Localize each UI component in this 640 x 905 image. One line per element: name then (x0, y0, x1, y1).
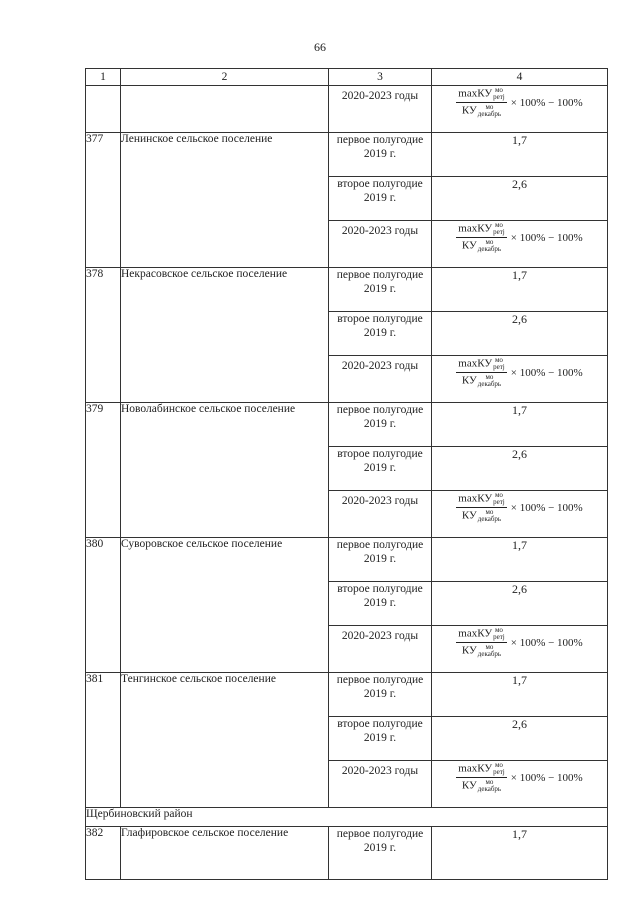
district-row (86, 808, 608, 827)
number-cell (86, 86, 121, 133)
entry-number: 381 (86, 673, 104, 685)
settlement-name: Тенгинское сельское поселение (121, 673, 276, 685)
name-cell: Глафировское сельское поселение (121, 827, 329, 880)
entry-number: 380 (86, 538, 104, 550)
table-row (86, 827, 608, 880)
formula-numerator: maxКУ мо ретj (458, 626, 505, 642)
period-cell: первое полугодие 2019 г. (329, 403, 432, 447)
formula-tail: × 100% − 100% (510, 366, 583, 379)
value-cell: 1,7 (432, 133, 608, 177)
value-cell: 2,6 (432, 717, 608, 761)
period-cell: первое полугодие 2019 г. (329, 827, 432, 880)
period-cell: 2020-2023 годы (329, 356, 432, 403)
period-cell: 2020-2023 годы (329, 221, 432, 268)
formula-cell (432, 761, 608, 808)
period-cell: второе полугодие 2019 г. (329, 447, 432, 491)
value-cell: 2,6 (432, 177, 608, 221)
formula-denominator: КУ мо декабрь (461, 373, 502, 389)
formula (456, 492, 582, 523)
continuation-row (86, 86, 608, 133)
number-cell (86, 268, 121, 403)
formula-denominator: КУ мо декабрь (461, 778, 502, 794)
formula (456, 357, 582, 388)
settlement-name: Новолабинское сельское поселение (121, 403, 296, 415)
number-cell (86, 673, 121, 808)
formula-cell (432, 626, 608, 673)
formula-fraction (456, 762, 506, 793)
table-row (86, 403, 608, 447)
settlement-name: Суворовское сельское поселение (121, 538, 283, 550)
period-cell: второе полугодие 2019 г. (329, 582, 432, 626)
formula-fraction (456, 87, 506, 118)
period-cell: второе полугодие 2019 г. (329, 312, 432, 356)
formula-numerator: maxКУ мо ретj (458, 356, 505, 372)
header-cell: 2 (121, 69, 329, 86)
period-cell: 2020-2023 годы (329, 86, 432, 133)
tariff-table (85, 68, 608, 880)
settlement-name: Некрасовское сельское поселение (121, 268, 288, 280)
name-cell (121, 268, 329, 403)
name-cell (121, 403, 329, 538)
number-cell: 382 (86, 827, 121, 880)
name-cell (121, 133, 329, 268)
number-cell (86, 538, 121, 673)
value-cell: 1,7 (432, 538, 608, 582)
value-cell: 1,7 (432, 268, 608, 312)
period-cell: первое полугодие 2019 г. (329, 268, 432, 312)
district-name: Щербиновский район (86, 808, 608, 827)
period-cell: 2020-2023 годы (329, 626, 432, 673)
formula-numerator: maxКУ мо ретj (458, 491, 505, 507)
formula-tail: × 100% − 100% (510, 636, 583, 649)
formula-fraction (456, 492, 506, 523)
header-cell: 1 (86, 69, 121, 86)
entry-number: 379 (86, 403, 104, 415)
table-row (86, 673, 608, 717)
value-cell: 1,7 (432, 673, 608, 717)
formula (456, 627, 582, 658)
table-row (86, 538, 608, 582)
period-cell: второе полугодие 2019 г. (329, 177, 432, 221)
header-cell: 3 (329, 69, 432, 86)
formula-denominator: КУ мо декабрь (461, 643, 502, 659)
formula-tail: × 100% − 100% (510, 771, 583, 784)
formula-fraction (456, 357, 506, 388)
formula (456, 762, 582, 793)
value-cell: 2,6 (432, 447, 608, 491)
name-cell (121, 538, 329, 673)
formula-tail: × 100% − 100% (510, 231, 583, 244)
formula-cell (432, 221, 608, 268)
name-cell (121, 673, 329, 808)
period-cell: второе полугодие 2019 г. (329, 717, 432, 761)
formula-denominator: КУ мо декабрь (461, 238, 502, 254)
entry-number: 378 (86, 268, 104, 280)
formula (456, 87, 582, 118)
formula (456, 222, 582, 253)
number-cell (86, 403, 121, 538)
period-cell: первое полугодие 2019 г. (329, 673, 432, 717)
name-cell (121, 86, 329, 133)
period-cell: первое полугодие 2019 г. (329, 133, 432, 177)
header-cell: 4 (432, 69, 608, 86)
formula-numerator: maxКУ мо ретj (458, 761, 505, 777)
period-cell: 2020-2023 годы (329, 491, 432, 538)
value-cell: 1,7 (432, 403, 608, 447)
formula-fraction (456, 627, 506, 658)
value-cell: 1,7 (432, 827, 608, 880)
entry-number: 377 (86, 133, 104, 145)
number-cell (86, 133, 121, 268)
header-row (86, 69, 608, 86)
formula-tail: × 100% − 100% (510, 96, 583, 109)
table-row (86, 133, 608, 177)
formula-numerator: maxКУ мо ретj (458, 221, 505, 237)
formula-cell (432, 86, 608, 133)
period-cell: первое полугодие 2019 г. (329, 538, 432, 582)
formula-denominator: КУ мо декабрь (461, 103, 502, 119)
period-cell: 2020-2023 годы (329, 761, 432, 808)
formula-fraction (456, 222, 506, 253)
value-cell: 2,6 (432, 312, 608, 356)
formula-tail: × 100% − 100% (510, 501, 583, 514)
page-number: 66 (314, 40, 326, 54)
formula-denominator: КУ мо декабрь (461, 508, 502, 524)
settlement-name: Ленинское сельское поселение (121, 133, 273, 145)
formula-cell (432, 491, 608, 538)
table-row (86, 268, 608, 312)
value-cell: 2,6 (432, 582, 608, 626)
formula-cell (432, 356, 608, 403)
formula-numerator: maxКУ мо ретj (458, 86, 505, 102)
